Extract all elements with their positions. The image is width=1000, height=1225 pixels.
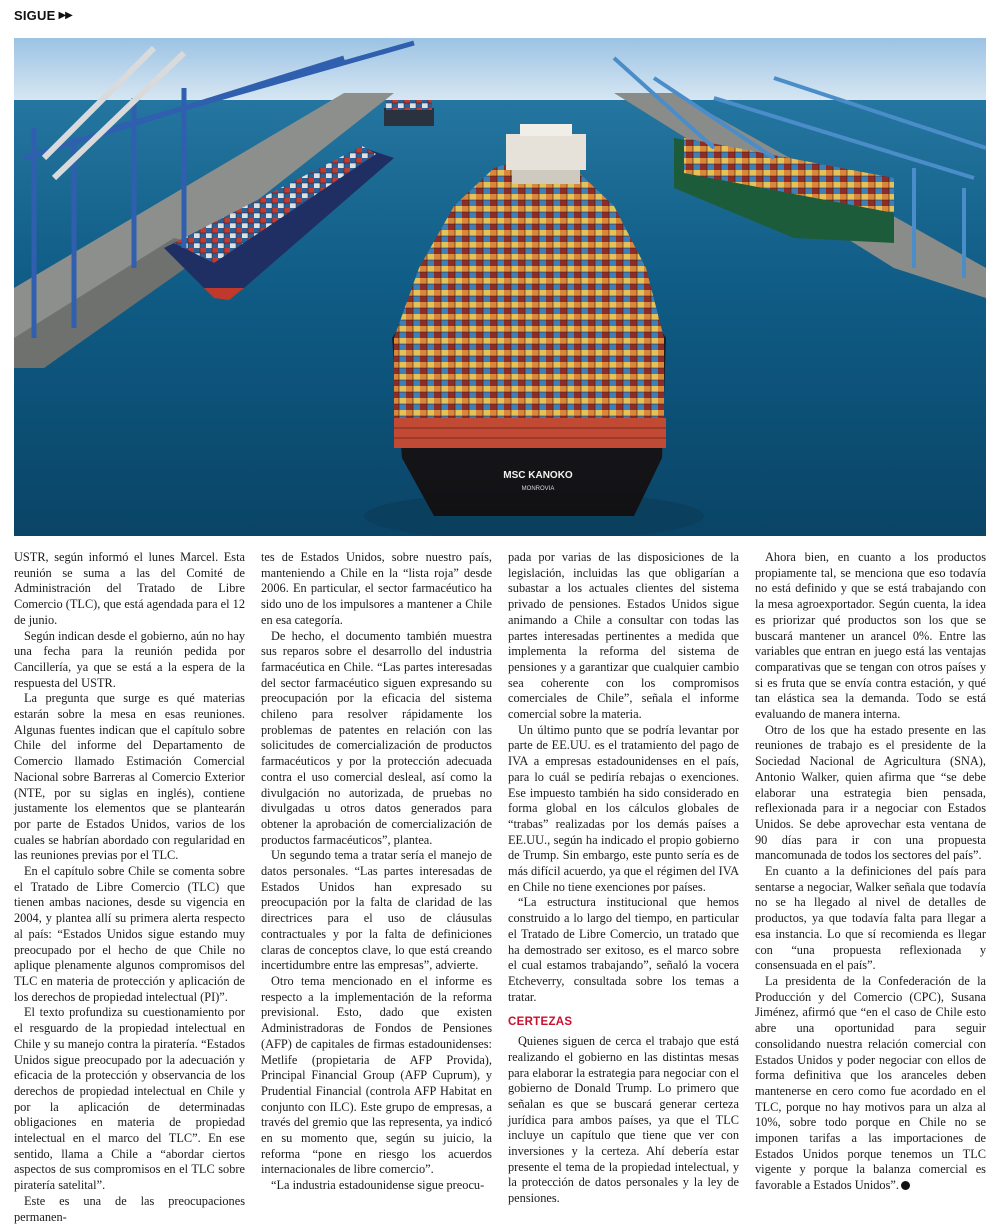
paragraph: “La industria estadounidense sigue preocu- [271, 1178, 485, 1193]
paragraph: pada por varias de las disposiciones de la legislación, incluidas las que obligarían a subastar a los actuales clientes del sistema privado de pensiones. Estados Unidos sigue animando a Chile a consultar con todas las partes interesadas pertinentes a medida que implementa la reforma del sistema de pensiones y a garantizar que cualquier cambio sea coherente con los compromisos comerciales de Chile”, señala el informe comercial sobre la materia. [508, 550, 739, 722]
paragraph: Este es una de las preocupaciones permanen- [14, 1193, 245, 1224]
paragraph: Según indican desde el gobierno, aún no hay una fecha para la reunión pedida por Cancillería, ya que se está a la espera de la respuesta del USTR. [14, 628, 245, 690]
paragraph: Quienes siguen de cerca el trabajo que está realizando el gobierno en las distintas mesas para elaborar la estrategia para negociar con el gobierno de Donald Trump. Lo primero que señalan es que se buscará generar certeza jurídica para ambos países, ya que el TLC incluye un capítulo que tiene que ver con inversiones y la certeza. Ahí debería estar presente el tema de la propiedad intelectual, y la protección de datos personales y la ley de pensiones. [508, 1034, 739, 1206]
paragraph: Un segundo tema a tratar sería el manejo de datos personales. “Las partes interesadas de Estados Unidos han expresado su preocupación por la falta de claridad de las directrices para el uso de cláusulas contractuales y por la falta de definiciones claras de conceptos clave, lo que está creando incertidumbre entre las empresas”, advierte. [261, 848, 492, 973]
section-header [14, 6, 72, 24]
paragraph: El texto profundiza su cuestionamiento por el resguardo de la propiedad intelectual en Chile y su manejo contra la piratería. “Estados Unidos sigue preocupado por la adecuación y eficacia de la protección y observancia de los derechos de propiedad intelectual en Chile y por la aplicación de determinadas obligaciones en materia de propiedad intelectual en el marco del TLC”. En ese sentido, llama a Chile a “abordar ciertos aspectos de sus compromisos en el TLC sobre piratería satelital”. [14, 1005, 245, 1193]
paragraph: La pregunta que surge es qué materias estarán sobre la mesa en esas reuniones. Algunas fuentes indican que el capítulo sobre Chile del informe del Departamento de Comercio llamado Estimación Comercial Nacional sobre Barreras al Comercio Exterior (NTE, por su siglas en inglés), contiene justamente los elementos que se plantearán por parte de Estados Unidos, varios de los cuales se habrían abordado con regularidad en las reuniones previas por el TLC. [14, 691, 245, 863]
paragraph: Ahora bien, en cuanto a los productos propiamente tal, se menciona que eso todavía no está definido y que se está trabajando con la mesa agroexportador. Según cuenta, la idea es priorizar qué productos son los que se buscará mantener un arancel 0%. Entre las variables que entran en juego está las ventajas comparativas que se tengan con otros países y si es fruta que se envía contra estación, y qué tan elástica sea la demanda. Todo se está evaluando de manera interna. [755, 550, 986, 722]
paragraph: Un último punto que se podría levantar por parte de EE.UU. es el tratamiento del pago de IVA a empresas estadounidenses en el país, para lo cuál se pediría rebajas o exenciones. Ese impuesto también ha sido considerado en forma global en los cálculos globales de “trabas” realizadas por los demás países a EE.UU., según ha indicado el propio gobierno de Trump. Sin embargo, este punto sería es de más difícil acuerdo, ya que el régimen del IVA en Chile no tiene exenciones por países. [508, 722, 739, 894]
harbor-illustration [14, 38, 986, 536]
column-4 [755, 550, 986, 1225]
paragraph: Otro tema mencionado en el informe es respecto a la implementación de la reforma previsional. Esto, dado que existen Administradoras de Fondos de Pensiones (AFP) de capitales de firmas estadounidenses: Metlife (propietaria de AFP Provida), Principal Financial Group (AFP Cuprum), y Prudential Financial (controla AFP Habitat en conjunto con ILC). Este grupo de empresas, a través del gremio que las representa, ya indicó en su momento que, según su juicio, la reforma “pone en riesgo los acuerdos internacionales de libre comercio”. [261, 973, 492, 1177]
container-ship-photo [14, 38, 986, 536]
double-right-arrow-icon: ▶▶ [58, 9, 72, 21]
paragraph: USTR, según informó el lunes Marcel. Esta reunión se suma a las del Comité de Administración del Tratado de Libre Comercio (TLC), que está agendada para el 12 de junio. [14, 550, 246, 627]
column-1 [14, 550, 245, 1225]
paragraph: De hecho, el documento también muestra sus reparos sobre el desarrollo del industria farmacéutica en Chile. “Las partes interesadas del sector farmacéutico siguen expresando su preocupación por la eficacia del sistema chileno para resolver rápidamente los problemas de patentes en relación con las solicitudes de comercialización de productos farmacéuticos y por la protección adecuada contra el uso comercial desleal, así como la divulgación no autorizada, de pruebas no divulgadas u otros datos generados para obtener la aprobación de comercialización de productos farmacéuticos”, plantea. [261, 628, 492, 847]
paragraph: tes de Estados Unidos, sobre nuestro país, manteniendo a Chile en la “lista roja” desde 2006. En particular, el sector farmacéutico ha sido uno de los impulsores a mantener a Chile en esa categoría. [261, 550, 492, 627]
ship-port-text: MONROVIA [521, 486, 555, 492]
section-label: SIGUE [14, 7, 56, 23]
article-body [14, 550, 986, 1224]
paragraph: “La estructura institucional que hemos construido a lo largo del tiempo, en particular el Tratado de Libre Comercio, un tratado que ha demostrado ser exitoso, es el marco sobre el cual estamos trabajando”, señaló la vocera Etcheverry, consultada sobre los temas a tratar. [508, 895, 739, 1004]
paragraph: Otro de los que ha estado presente en las reuniones de trabajo es el presidente de la Sociedad Nacional de Agricultura (SNA), Antonio Walker, quien afirma que “se debe elaborar una estrategia bien pensada, reflexionada para ir a negociar con Estados Unidos. Se debe aprovechar esta ventana de 90 días para ir con una propuesta mancomunada de todos los sectores del país”. [755, 722, 986, 863]
section-subheading: CERTEZAS [508, 1016, 573, 1029]
paragraph: En cuanto a la definiciones del país para sentarse a negociar, Walker señala que todavía no se ha llegado al nivel de detalles de productos, ya que todavía falta para llegar a esa instancia. Lo que sí recomienda es llegar con “una propuesta reflexionada y consensuada en el país”. [755, 864, 986, 973]
ship-name-text: MSC KANOKO [503, 470, 573, 481]
paragraph-final [755, 974, 986, 1194]
column-2 [261, 550, 492, 1225]
paragraph-text: La presidenta de la Confederación de la Producción y del Comercio (CPC), Susana Jiménez, afirmó que “en el caso de Chile esto abre una oportunidad para seguir consolidando nuestra relación comercial con Estados Unidos y poder negociar con ellos de forma definitiva que los aranceles deben mantenerse en cero como fue acordado en el TLC, porque no hay motivos para un alza al 10%, sobre todo porque en Chile no se imponen tarifas a las importaciones de Estados Unidos porque tenemos un TLC vigente y porque la balanza comercial es favorable a Estados Unidos”. [755, 973, 986, 1193]
end-of-article-icon [901, 1181, 910, 1190]
paragraph: En el capítulo sobre Chile se comenta sobre el Tratado de Libre Comercio (TLC) que tienen ambas naciones, desde su vigencia en 2004, y plantea allí su primera alerta respecto al país: “Estados Unidos sigue estando muy preocupado por el hecho de que Chile no aplique plenamente algunos compromisos del TLC en materia de protección y aplicación de los derechos de propiedad intelectual (PI)”. [14, 864, 245, 1004]
column-3 [508, 550, 739, 1225]
